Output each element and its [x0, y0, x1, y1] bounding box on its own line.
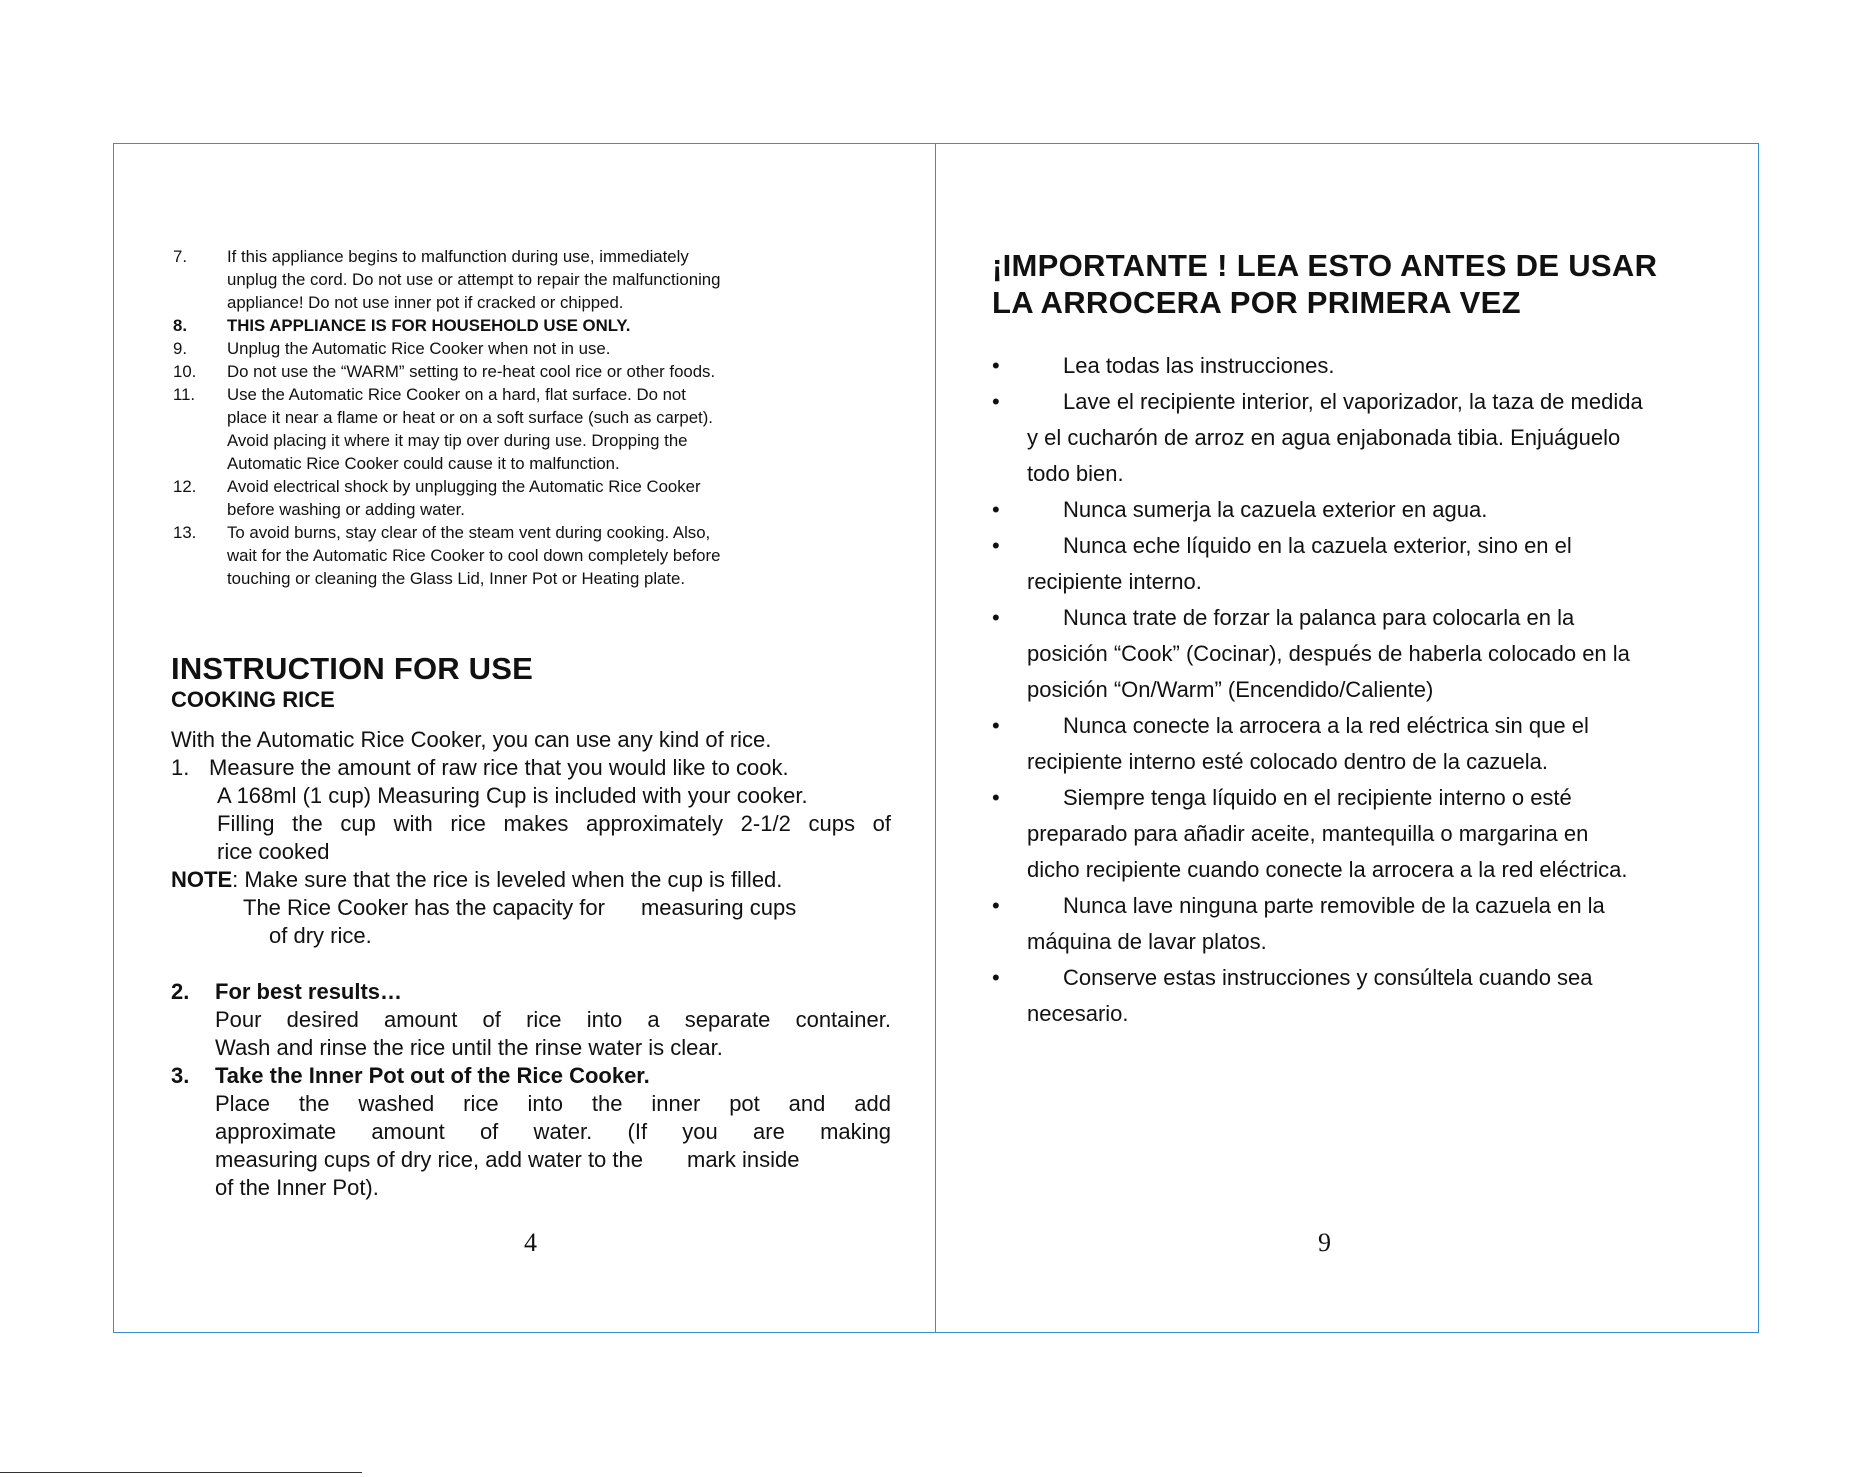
safety-item-text: touching or cleaning the Glass Lid, Inner Pot or Heating plate.	[227, 569, 686, 588]
safety-item-number: 11.	[173, 385, 196, 404]
bullet-dot-icon: •	[992, 785, 1000, 810]
bullet-text: y el cucharón de arroz en agua enjabonada tibia. Enjuáguelo	[1027, 425, 1621, 450]
step-text: rice cooked	[217, 839, 330, 864]
section-heading: INSTRUCTION FOR USE	[171, 651, 534, 686]
note-label: NOTE	[171, 867, 233, 892]
bullet-item	[992, 708, 1712, 780]
cooking-instructions	[171, 726, 891, 1202]
step-text	[171, 1146, 891, 1174]
safety-item-text: before washing or adding water.	[227, 500, 465, 519]
bullet-text: Conserve estas instrucciones y consúltela cuando sea	[1063, 965, 1593, 990]
bullet-dot-icon: •	[992, 389, 1000, 414]
bullet-dot-icon: •	[992, 893, 1000, 918]
note-text: : Make sure that the rice is leveled when the cup is filled.	[232, 867, 783, 892]
step-text: Measure the amount of raw rice that you would like to cook.	[209, 755, 789, 780]
bullet-dot-icon: •	[992, 497, 1000, 522]
safety-item	[173, 337, 873, 360]
bullet-dot-icon: •	[992, 353, 1000, 378]
bullet-dot-icon: •	[992, 965, 1000, 990]
intro-text: With the Automatic Rice Cooker, you can use any kind of rice.	[171, 727, 772, 752]
bullet-text: recipiente interno esté colocado dentro de la cazuela.	[1027, 749, 1549, 774]
step-number: 2.	[171, 979, 190, 1004]
safety-item-number: 12.	[173, 477, 197, 496]
bullet-text: Nunca conecte la arrocera a la red eléctrica sin que el	[1063, 713, 1589, 738]
safety-item-text: THIS APPLIANCE IS FOR HOUSEHOLD USE ONLY.	[227, 316, 631, 335]
safety-item	[173, 360, 873, 383]
section-subheading: COOKING RICE	[171, 687, 335, 712]
important-title	[992, 247, 1657, 321]
scan-edge-line	[0, 1472, 362, 1473]
bullet-text: recipiente interno.	[1027, 569, 1202, 594]
safety-list	[173, 245, 873, 590]
bullet-dot-icon: •	[992, 713, 1000, 738]
step-text: approximate amount of water. (If you are making	[215, 1119, 891, 1144]
step-text: Wash and rinse the rice until the rinse water is clear.	[215, 1035, 723, 1060]
bullet-text: Nunca eche líquido en la cazuela exterior, sino en el	[1063, 533, 1572, 558]
safety-item-text: Do not use the “WARM” setting to re-heat cool rice or other foods.	[227, 362, 716, 381]
safety-item-text: If this appliance begins to malfunction during use, immediately	[227, 247, 689, 266]
step-number: 3.	[171, 1063, 190, 1088]
step-1	[171, 754, 891, 782]
bullet-item	[992, 528, 1712, 600]
title-line: ¡IMPORTANTE ! LEA ESTO ANTES DE USAR	[992, 248, 1658, 283]
step-text: Filling the cup with rice makes approximately 2-1/2 cups of	[217, 811, 891, 836]
step-text-part: measuring cups of dry rice, add water to the	[215, 1147, 643, 1172]
bullet-text: dicho recipiente cuando conecte la arrocera a la red eléctrica.	[1027, 857, 1628, 882]
bullet-item	[992, 888, 1712, 960]
safety-item-text: wait for the Automatic Rice Cooker to cool down completely before	[227, 546, 721, 565]
safety-item-number: 7.	[173, 247, 187, 266]
safety-item	[173, 383, 873, 475]
bullet-text: máquina de lavar platos.	[1027, 929, 1267, 954]
safety-item-text: Avoid electrical shock by unplugging the Automatic Rice Cooker	[227, 477, 701, 496]
safety-item-number: 9.	[173, 339, 187, 358]
bullet-item	[992, 492, 1712, 528]
bullet-text: Lave el recipiente interior, el vaporizador, la taza de medida	[1063, 389, 1643, 414]
step-text: A 168ml (1 cup) Measuring Cup is included with your cooker.	[217, 783, 808, 808]
bullet-text: Siempre tenga líquido en el recipiente interno o esté	[1063, 785, 1572, 810]
note-text-part: The Rice Cooker has the capacity for	[243, 895, 605, 920]
bullet-dot-icon: •	[992, 533, 1000, 558]
note-text-part: measuring cups	[640, 895, 797, 920]
step-title: For best results…	[215, 979, 403, 1004]
safety-item-number: 8.	[173, 316, 187, 335]
bullet-item	[992, 348, 1712, 384]
left-page	[113, 143, 935, 1333]
bullet-text: Nunca sumerja la cazuela exterior en agua.	[1063, 497, 1488, 522]
safety-item-text: unplug the cord. Do not use or attempt to repair the malfunctioning	[227, 270, 721, 289]
bullet-text: todo bien.	[1027, 461, 1124, 486]
step-title: Take the Inner Pot out of the Rice Cooker.	[215, 1063, 650, 1088]
page-number: 4	[524, 1228, 537, 1257]
right-page	[936, 143, 1759, 1333]
safety-item-text: place it near a flame or heat or on a soft surface (such as carpet).	[227, 408, 713, 427]
bullet-item	[992, 600, 1712, 708]
bullet-text: Lea todas las instrucciones.	[1063, 353, 1335, 378]
safety-item-text: Automatic Rice Cooker could cause it to malfunction.	[227, 454, 620, 473]
step-3	[171, 1062, 891, 1090]
bullet-text: posición “On/Warm” (Encendido/Caliente)	[1027, 677, 1434, 702]
safety-item-number: 13.	[173, 523, 197, 542]
safety-item-text: To avoid burns, stay clear of the steam vent during cooking. Also,	[227, 523, 711, 542]
bullet-item	[992, 960, 1712, 1032]
step-2	[171, 978, 891, 1006]
safety-item-text: Avoid placing it where it may tip over during use. Dropping the	[227, 431, 688, 450]
step-text-part: mark inside	[687, 1147, 800, 1172]
safety-item	[173, 314, 873, 337]
safety-item	[173, 245, 873, 314]
bullet-text: preparado para añadir aceite, mantequilla o margarina en	[1027, 821, 1589, 846]
step-text: of the Inner Pot).	[215, 1175, 379, 1200]
step-text: Place the washed rice into the inner pot and add	[215, 1091, 891, 1116]
title-line: LA ARROCERA POR PRIMERA VEZ	[992, 285, 1521, 320]
safety-item	[173, 521, 873, 590]
bullet-text: necesario.	[1027, 1001, 1129, 1026]
bullet-text: Nunca lave ninguna parte removible de la cazuela en la	[1063, 893, 1605, 918]
bullet-dot-icon: •	[992, 605, 1000, 630]
bullet-text: posición “Cook” (Cocinar), después de haberla colocado en la	[1027, 641, 1630, 666]
safety-item-text: Use the Automatic Rice Cooker on a hard, flat surface. Do not	[227, 385, 686, 404]
safety-item	[173, 475, 873, 521]
bullet-text: Nunca trate de forzar la palanca para colocarla en la	[1063, 605, 1575, 630]
bullet-list	[992, 348, 1712, 1032]
safety-item-number: 10.	[173, 362, 197, 381]
step-number: 1.	[171, 755, 190, 780]
step-text: Pour desired amount of rice into a separate container.	[215, 1007, 891, 1032]
page-number: 9	[1318, 1228, 1331, 1257]
note-text	[171, 894, 891, 922]
bullet-item	[992, 384, 1712, 492]
safety-item-text: appliance! Do not use inner pot if cracked or chipped.	[227, 293, 624, 312]
note	[171, 866, 891, 894]
bullet-item	[992, 780, 1712, 888]
safety-item-text: Unplug the Automatic Rice Cooker when not in use.	[227, 339, 611, 358]
note-text: of dry rice.	[269, 923, 372, 948]
